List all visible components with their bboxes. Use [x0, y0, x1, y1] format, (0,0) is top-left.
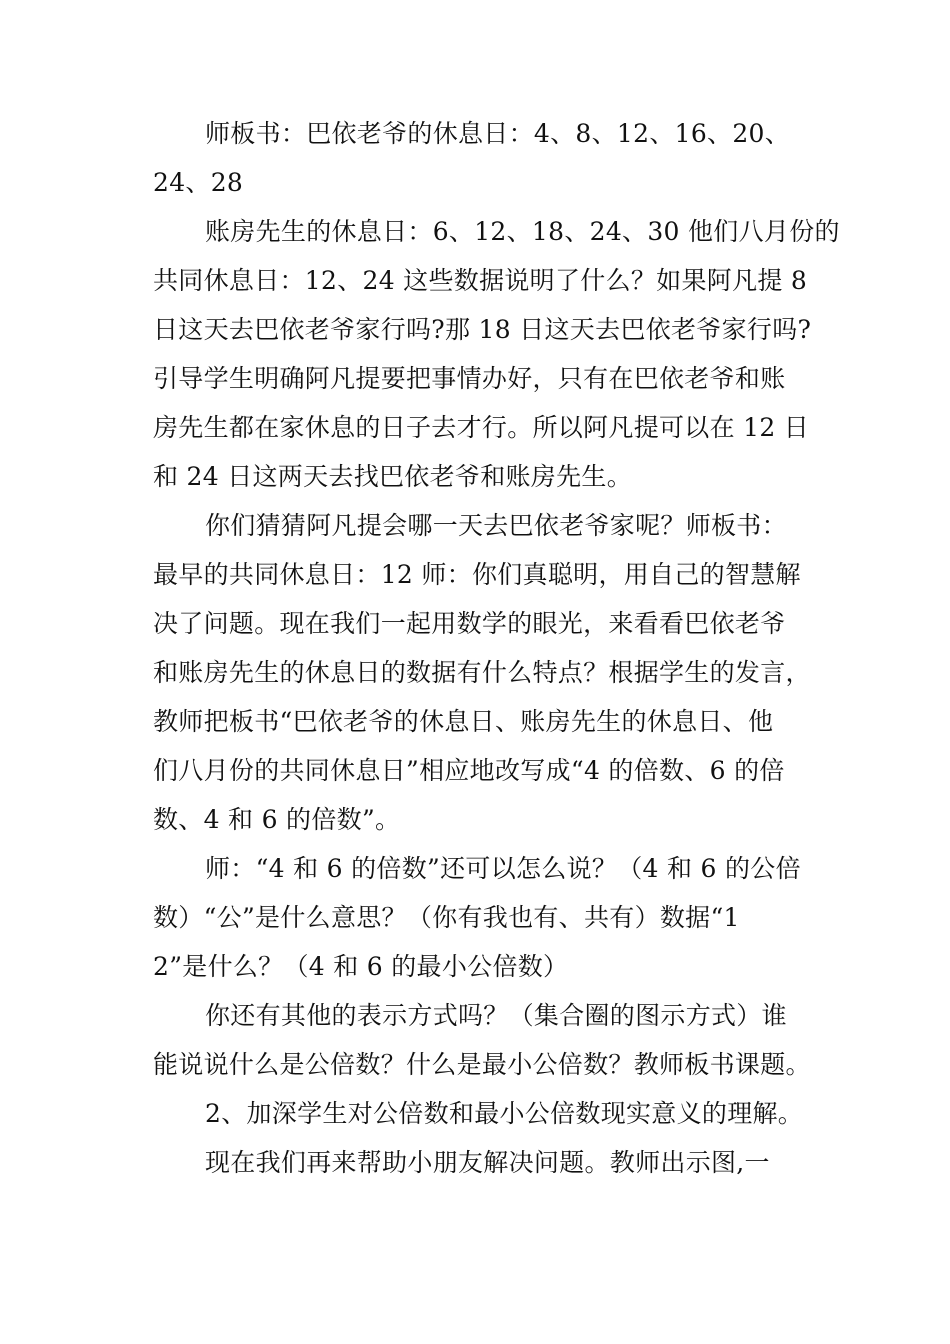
text-line: 引导学生明确阿凡提要把事情办好，只有在巴依老爷和账: [153, 364, 786, 393]
text-line: 最早的共同休息日：12 师：你们真聪明，用自己的智慧解: [153, 560, 801, 589]
text-line: 2”是什么？（4 和 6 的最小公倍数）: [153, 952, 569, 981]
text-line: 师：“4 和 6 的倍数”还可以怎么说？（4 和 6 的公倍: [205, 854, 801, 883]
text-line: 房先生都在家休息的日子去才行。所以阿凡提可以在 12 日: [153, 413, 810, 442]
text-line: 师板书：巴依老爷的休息日：4、8、12、16、20、: [205, 119, 791, 148]
text-line: 决了问题。现在我们一起用数学的眼光，来看看巴依老爷: [153, 609, 786, 638]
text-line: 能说说什么是公倍数？什么是最小公倍数？教师板书课题。: [153, 1050, 811, 1079]
text-line: 你们猜猜阿凡提会哪一天去巴依老爷家呢？师板书：: [205, 511, 787, 540]
text-line: 共同休息日：12、24 这些数据说明了什么？如果阿凡提 8: [153, 266, 808, 295]
text-line: 和账房先生的休息日的数据有什么特点？根据学生的发言，: [153, 658, 811, 687]
text-line: 日这天去巴依老爷家行吗?那 18 日这天去巴依老爷家行吗?: [153, 315, 812, 344]
text-line: 现在我们再来帮助小朋友解决问题。教师出示图,一: [205, 1148, 770, 1177]
text-line: 教师把板书“巴依老爷的休息日、账房先生的休息日、他: [153, 707, 774, 736]
text-line: 2、加深学生对公倍数和最小公倍数现实意义的理解。: [205, 1099, 804, 1128]
text-line: 24、28: [153, 168, 244, 197]
text-line: 和 24 日这两天去找巴依老爷和账房先生。: [153, 462, 633, 491]
text-line: 数）“公”是什么意思？（你有我也有、共有）数据“1: [153, 903, 740, 932]
text-line: 数、4 和 6 的倍数”。: [153, 805, 401, 834]
text-line: 你还有其他的表示方式吗？（集合圈的图示方式）谁: [205, 1001, 787, 1030]
text-line: 们八月份的共同休息日”相应地改写成“4 的倍数、6 的倍: [153, 756, 785, 785]
text-line: 账房先生的休息日：6、12、18、24、30 他们八月份的: [205, 217, 840, 246]
